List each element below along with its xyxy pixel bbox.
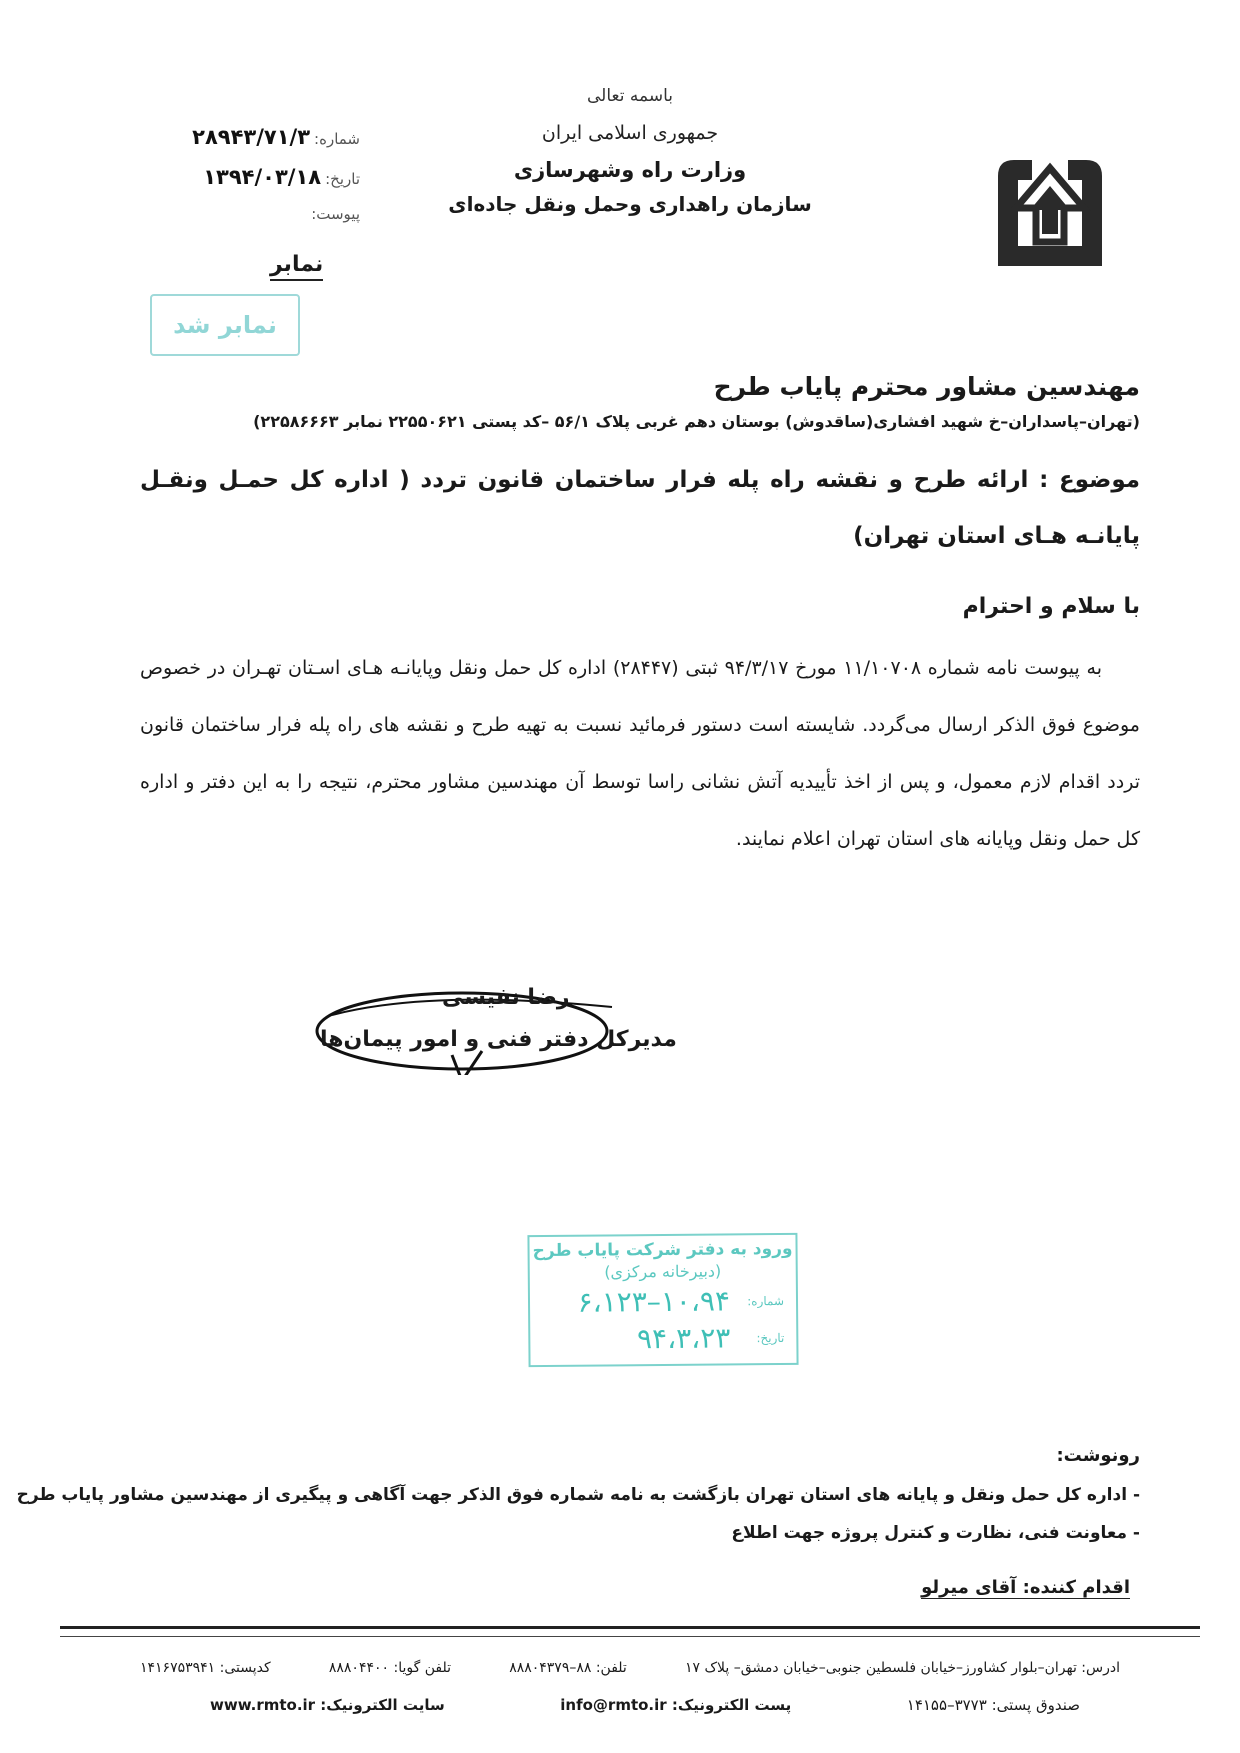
receipt-number-value: ۱۰،۹۴–۶،۱۲۳ bbox=[577, 1284, 731, 1319]
footer-address: ادرس: تهران–بلوار کشاورز–خیابان فلسطین جنوبی–خیابان دمشق– پلاک ۱۷ bbox=[685, 1660, 1120, 1676]
letter-meta bbox=[150, 125, 360, 245]
republic-name: جمهوری اسلامی ایران bbox=[541, 122, 719, 144]
organization-name: سازمان راهداری وحمل ونقل جاده‌ای bbox=[448, 192, 812, 216]
cc-list bbox=[16, 1476, 1140, 1552]
date-label: تاریخ: bbox=[325, 170, 360, 188]
greeting: با سلام و احترام bbox=[962, 594, 1140, 619]
signer-name: رضا نفیسی bbox=[442, 985, 570, 1010]
signer-title: مدیرکل دفتر فنی و امور پیمان‌ها bbox=[320, 1027, 677, 1052]
fax-sent-stamp: نمابر شد bbox=[150, 294, 300, 356]
bismillah: باسمه تعالی bbox=[587, 86, 673, 106]
receipt-number-row bbox=[530, 1284, 796, 1319]
footer-phone-auto: تلفن گویا: ۸۸۸۰۴۴۰۰ bbox=[328, 1660, 451, 1676]
receipt-stamp-title: ورود به دفتر شرکت پایاب طرح bbox=[532, 1238, 793, 1262]
attachment-label: پیوست: bbox=[311, 205, 360, 223]
receipt-stamp bbox=[527, 1233, 798, 1367]
letter-subject: موضوع : ارائه طرح و نقشه راه پله فرار ساختمان قانون تردد ( اداره کل حمـل ونقـل پایانـه هـای استان تهران) bbox=[140, 467, 1140, 549]
receipt-date-row bbox=[530, 1321, 796, 1356]
addressee-title: مهندسین مشاور محترم پایاب طرح bbox=[713, 372, 1140, 401]
addressee-address: (تهران–پاسداران–خ شهید افشاری(ساقدوش) بوستان دهم غربی پلاک ۵۶/۱ –کد پستی ۲۲۵۵۰۶۲۱ نمابر ۲۲۵۸۶۶۶۳) bbox=[253, 412, 1140, 431]
fax-label: نمابر bbox=[270, 252, 323, 281]
footer-postal-code: کدپستی: ۱۴۱۶۷۵۳۹۴۱ bbox=[140, 1660, 271, 1676]
footer-web-line bbox=[210, 1696, 1080, 1714]
letterhead bbox=[420, 86, 840, 216]
date-value: ۱۳۹۴/۰۳/۱۸ bbox=[203, 165, 322, 189]
footer-po-box: صندوق پستی: ۳۷۷۳–۱۴۱۵۵ bbox=[906, 1696, 1080, 1714]
receipt-date-label: تاریخ: bbox=[756, 1330, 785, 1345]
footer-phone: تلفن: ۸۸–۸۸۸۰۴۳۷۹ bbox=[509, 1660, 627, 1676]
signature-block bbox=[312, 975, 677, 1085]
letter-date bbox=[150, 165, 360, 205]
ministry-name: وزارت راه وشهرسازی bbox=[513, 158, 747, 182]
receipt-number-label: شماره: bbox=[747, 1293, 785, 1308]
cc-title: رونوشت: bbox=[1056, 1445, 1140, 1466]
rmto-logo-icon bbox=[980, 146, 1120, 286]
footer-divider-thin bbox=[60, 1636, 1200, 1637]
receipt-date-value: ۹۴،۳،۲۳ bbox=[636, 1321, 731, 1356]
action-by: اقدام کننده: آقای میرلو bbox=[921, 1577, 1130, 1598]
footer-email[interactable]: پست الکترونیک: info@rmto.ir bbox=[560, 1696, 792, 1714]
footer-website[interactable]: سایت الکترونیک: www.rmto.ir bbox=[210, 1696, 445, 1714]
footer-divider bbox=[60, 1626, 1200, 1629]
letter-body: به پیوست نامه شماره ۱۱/۱۰۷۰۸ مورخ ۹۴/۳/۱۷ ثبتی (۲۸۴۴۷) اداره کل حمل ونقل وپایانـه هـای اسـتان تهـران در خصوص موضوع فوق الذکر ارسال می‌گردد. شایسته است دستور فرمائید نسبت به تهیه طرح و نقشه های راه پله فرار ساختمان قانون تردد اقدام لازم معمول، و پس از اخذ تأییدیه آتش نشانی راسا توسط آن مهندسین مشاور محترم، نتیجه را به این دفتر و اداره کل حمل ونقل وپایانه های استان تهران اعلام نمایند. bbox=[140, 657, 1140, 850]
number-label: شماره: bbox=[314, 130, 360, 148]
footer-contact-line bbox=[140, 1660, 1120, 1676]
receipt-stamp-subtitle: (دبیرخانه مرکزی) bbox=[604, 1261, 722, 1282]
cc-item: - معاونت فنی، نظارت و کنترل پروژه جهت اطلاع bbox=[731, 1523, 1140, 1543]
letter-attachment bbox=[150, 205, 360, 245]
letter-number bbox=[150, 125, 360, 165]
number-value: ۲۸۹۴۳/۷۱/۳ bbox=[192, 125, 311, 149]
cc-item: - اداره کل حمل ونقل و پایانه های استان تهران بازگشت به نامه شماره فوق الذکر جهت آگاهی و پیگیری از مهندسین مشاور پایاب طرح bbox=[16, 1485, 1140, 1505]
